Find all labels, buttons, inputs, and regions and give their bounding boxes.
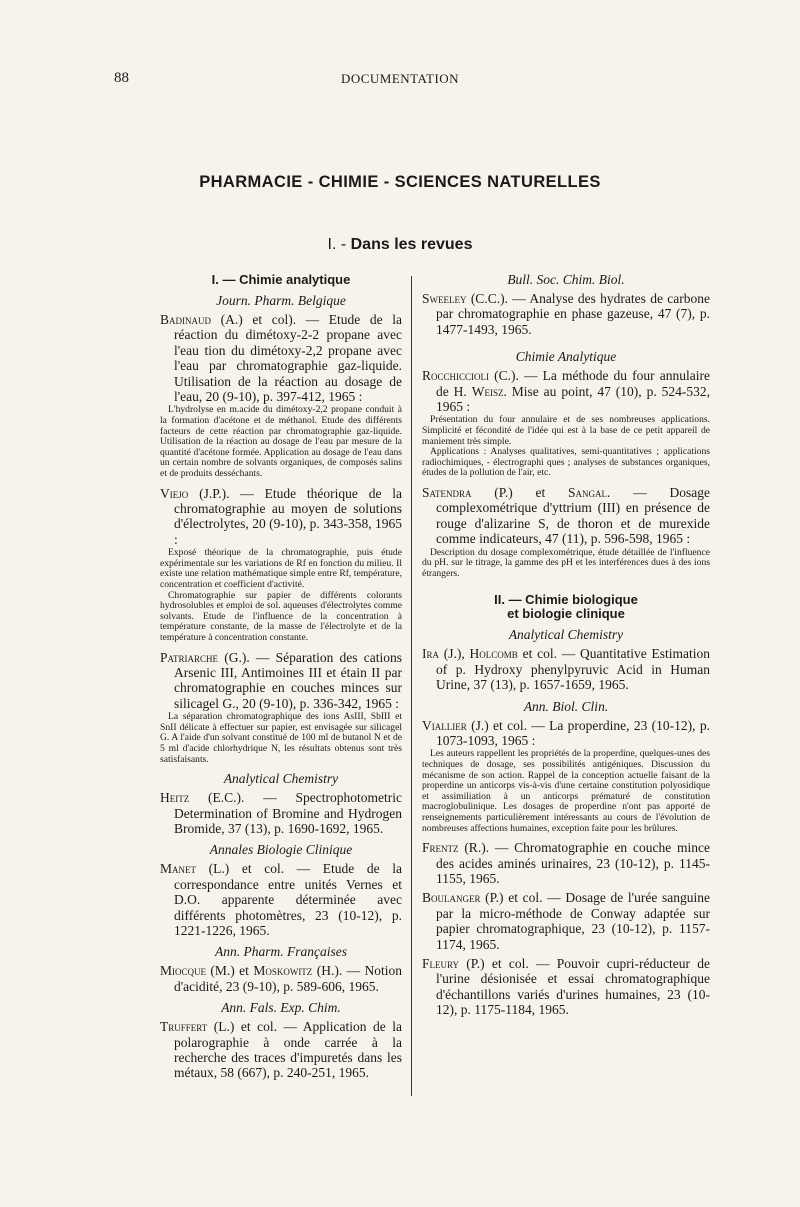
subsection-number: I. - bbox=[327, 236, 347, 253]
entry-text: (A.) et col). — Etude de la réaction du dimétoxy-2-2 propane avec l'eau tion du dimétoxy-2,2 propane avec l'eau par chromatographie gaz-liquide. Utilisation de la réaction au dosage de l'eau, 20 (9-10), p. 397-412, 1965 : bbox=[174, 312, 402, 405]
page-number: 88 bbox=[114, 70, 129, 86]
bibliographic-entry bbox=[160, 312, 402, 404]
author-name: Heitz bbox=[160, 790, 190, 806]
entry-text: et col. — Quantitative Estimation of p. Hydroxy phenylpyruvic Acid in Human Urine, 37 (13), p. 1657-1659, 1965. bbox=[436, 646, 710, 693]
author-name: Truffert bbox=[160, 1019, 208, 1035]
right-column bbox=[422, 272, 710, 1018]
entry-text: (H.). — Notion d'acidité, 23 (9-10), p. 589-606, 1965. bbox=[174, 963, 402, 994]
author-name: Moskowitz bbox=[253, 963, 313, 979]
entry-text: (P.) et col. — Pouvoir cupri-réducteur de l'urine désionisée et essai chromatographique d'échantillons variés d'urines humaines, 23 (10-12), p. 1175-1184, 1965. bbox=[436, 956, 710, 1018]
bibliographic-entry bbox=[422, 890, 710, 952]
bibliographic-entry bbox=[160, 1019, 402, 1081]
running-head: DOCUMENTATION bbox=[340, 71, 460, 86]
entry-text: . — Dosage complexométrique d'yttrium (III) en présence de rouge d'alizarine S, de thoron et de murexide comme indicateurs, 47 (11), p. 596-598, 1965 : bbox=[436, 485, 710, 547]
journal-title: Analytical Chemistry bbox=[508, 627, 624, 643]
bibliographic-entry bbox=[160, 650, 402, 712]
heading-chimie-analytique: I. — Chimie analytique bbox=[211, 272, 351, 287]
abstract bbox=[160, 405, 402, 479]
author-name: Ira bbox=[422, 646, 439, 662]
abstract bbox=[422, 415, 710, 479]
abstract-paragraph: Exposé théorique de la chromatographie, puis étude expérimentale sur les variations de Rf en fonction du milieu. Il existe une relation mathématique simple entre Rf, température, concentration et coefficient d'activité. bbox=[160, 547, 402, 590]
author-name: Viallier bbox=[422, 717, 467, 733]
entry-text: (C.C.). — Analyse des hydrates de carbone par chromatographie en phase gazeuse, 47 (7), p. 1477-1493, 1965. bbox=[436, 291, 710, 337]
column-divider bbox=[411, 276, 412, 1096]
abstract-paragraph: Applications : Analyses qualitatives, semi-quantitatives ; applications radiochimiques, - électrographi ques ; analyses de substances organiques, études de la pollution de l'air, etc. bbox=[422, 446, 710, 479]
author-name: Badinaud bbox=[160, 312, 211, 327]
abstract bbox=[422, 548, 710, 580]
entry-text: (J.) et col. — La properdine, 23 (10-12), p. 1073-1093, 1965 : bbox=[436, 717, 710, 749]
entry-text: (M.) et bbox=[206, 963, 254, 979]
abstract-paragraph: Les auteurs rappellent les propriétés de la properdine, quelques-unes des techniques de dosage, ses possibilités antigéniques. Discussion du mécanisme de son action. Rappel de la conception actuelle faisant de la properdine un anticorps vis-à-vis d'une certaine constitution polyosidique et assimiliation à un anticorps prématuré de constitution macroglobulinique. Les dosages de properdine n'ont pas apporté de renseignements particulièrement intéressants au cours de l'évolution de nombreuses affections humaines, exception faite pour les brûlures. bbox=[422, 748, 710, 834]
bibliographic-entry bbox=[422, 718, 710, 749]
journal-title: Journ. Pharm. Belgique bbox=[216, 293, 346, 308]
author-name: Sweeley bbox=[422, 291, 467, 306]
abstract bbox=[160, 548, 402, 643]
abstract-paragraph: Présentation du four annulaire et de ses nombreuses applications. Simplicité et fécondité de l'idée qui est à la base de ce petit appareil de maniement très simple. bbox=[422, 414, 710, 447]
entry-text: (L.) et col. — Etude de la correspondance entre unités Vernes et D.O. apparente déterminée avec différents photomètres, 23 (10-12), p. 1221-1226, 1965. bbox=[174, 861, 402, 938]
bibliographic-entry bbox=[160, 790, 402, 836]
abstract-paragraph: Chromatographie sur papier de différents colorants hydrosolubles et emploi de sol. aqueuses d'électrolytes comme solvants. Etude de l'influence de la concentration à température constante, de la masse de l'électrolyte et de la température à concentration constante. bbox=[160, 589, 402, 643]
journal-title: Bull. Soc. Chim. Biol. bbox=[507, 272, 625, 287]
bibliographic-entry bbox=[160, 861, 402, 938]
section-title: PHARMACIE - CHIMIE - SCIENCES NATURELLES bbox=[199, 173, 601, 191]
author-name: Holcomb bbox=[469, 646, 518, 662]
entry-text: (G.). — Séparation des cations Arsenic III, Antimoines III et étain II par chromatographie en couches minces sur silicagel G., 20 (9-10), p. 336-342, 1965 : bbox=[174, 649, 402, 711]
entry-text: (C.). — La méthode du four annulaire de H. bbox=[436, 368, 710, 399]
abstract-paragraph: Description du dosage complexométrique, étude détaillée de l'influence du pH. sur le titrage, la gamme des pH et les interférences dues à des ions étrangers. bbox=[422, 546, 710, 579]
abstract bbox=[422, 749, 710, 834]
abstract-paragraph: La séparation chromatographique des ions AsIII, SbIII et SnII délicate à effectuer sur papier, est envisagée sur silicagel G. A l'aide d'un solvant constitué de 100 ml de butanol N et de 5 ml d'acide chlorhydrique N, les résultats obtenus sont très satisfaisants. bbox=[160, 711, 402, 765]
entry-text: (E.C.). — Spectrophotometric Determination of Bromine and Hydrogen Bromide, 37 (13), p. 1690-1692, 1965. bbox=[174, 790, 402, 836]
author-name: Boulanger bbox=[422, 890, 481, 906]
author-name: Frentz bbox=[422, 840, 459, 856]
entry-text: . Mise au point, 47 (10), p. 524-532, 1965 : bbox=[436, 383, 710, 415]
entry-text: (L.) et col. — Application de la polarographie à onde carrée à la recherche des traces d'impuretés dans les métaux, 58 (667), p. 240-251, 1965. bbox=[174, 1019, 402, 1081]
journal-title: Ann. Pharm. Françaises bbox=[215, 944, 347, 960]
journal-title: Analytical Chemistry bbox=[223, 771, 339, 787]
author-name: Manet bbox=[160, 861, 196, 877]
bibliographic-entry bbox=[422, 646, 710, 692]
heading-line: II. — Chimie biologique bbox=[494, 592, 638, 608]
bibliographic-entry bbox=[422, 368, 710, 414]
entry-text: (P.) et bbox=[471, 485, 569, 500]
entry-text: (P.) et col. — Dosage de l'urée sanguine par la micro-méthode de Conway adaptée sur papier chromatographique, 23 (10-12), p. 1157-1174, 1965. bbox=[436, 890, 710, 952]
author-name: Fleury bbox=[422, 956, 460, 972]
subsection-label: Dans les revues bbox=[350, 236, 473, 253]
bibliographic-entry bbox=[422, 485, 710, 547]
heading-line: et biologie clinique bbox=[507, 606, 625, 622]
author-name: Miocque bbox=[160, 963, 206, 979]
abstract bbox=[160, 712, 402, 765]
entry-text: (J.P.). — Etude théorique de la chromatographie au moyen de solutions d'électrolytes, 20 (9-10), p. 343-358, 1965 : bbox=[174, 485, 402, 547]
left-column bbox=[160, 272, 402, 1081]
journal-title: Ann. Biol. Clin. bbox=[523, 698, 609, 714]
heading-chimie-biologique bbox=[422, 593, 710, 621]
bibliographic-entry bbox=[160, 963, 402, 994]
journal-title: Chimie Analytique bbox=[515, 349, 617, 365]
author-name: Weisz bbox=[471, 383, 504, 399]
author-name: Satendra bbox=[422, 485, 472, 500]
entry-text: (J.), bbox=[439, 646, 470, 662]
bibliographic-entry bbox=[422, 291, 710, 337]
author-name: Patriarche bbox=[160, 649, 219, 665]
bibliographic-entry bbox=[422, 956, 710, 1018]
subsection-title bbox=[0, 236, 800, 254]
journal-title: Annales Biologie Clinique bbox=[209, 842, 353, 858]
abstract-paragraph: L'hydrolyse en m.acide du dimétoxy-2,2 propane conduit à la formation d'acétone et de méthanol. Etude des différents facteurs de cette réaction par chromatographie gaz-liquide. Utilisation de la réaction au dosage de l'eau par mesure de la quantité d'acétone formée. Application au dosage de l'eau dans un certain nombre de solvants organiques, de composés salins et de produits desséchants. bbox=[160, 404, 402, 479]
author-name: Viejo bbox=[160, 485, 189, 501]
journal-title: Ann. Fals. Exp. Chim. bbox=[221, 1000, 341, 1016]
author-name: Rocchiccioli bbox=[422, 368, 490, 384]
bibliographic-entry bbox=[422, 840, 710, 886]
entry-text: (R.). — Chromatographie en couche mince des acides aminés urinaires, 23 (10-12), p. 1145-1155, 1965. bbox=[436, 840, 710, 886]
author-name: Sangal bbox=[568, 485, 608, 500]
bibliographic-entry bbox=[160, 486, 402, 548]
